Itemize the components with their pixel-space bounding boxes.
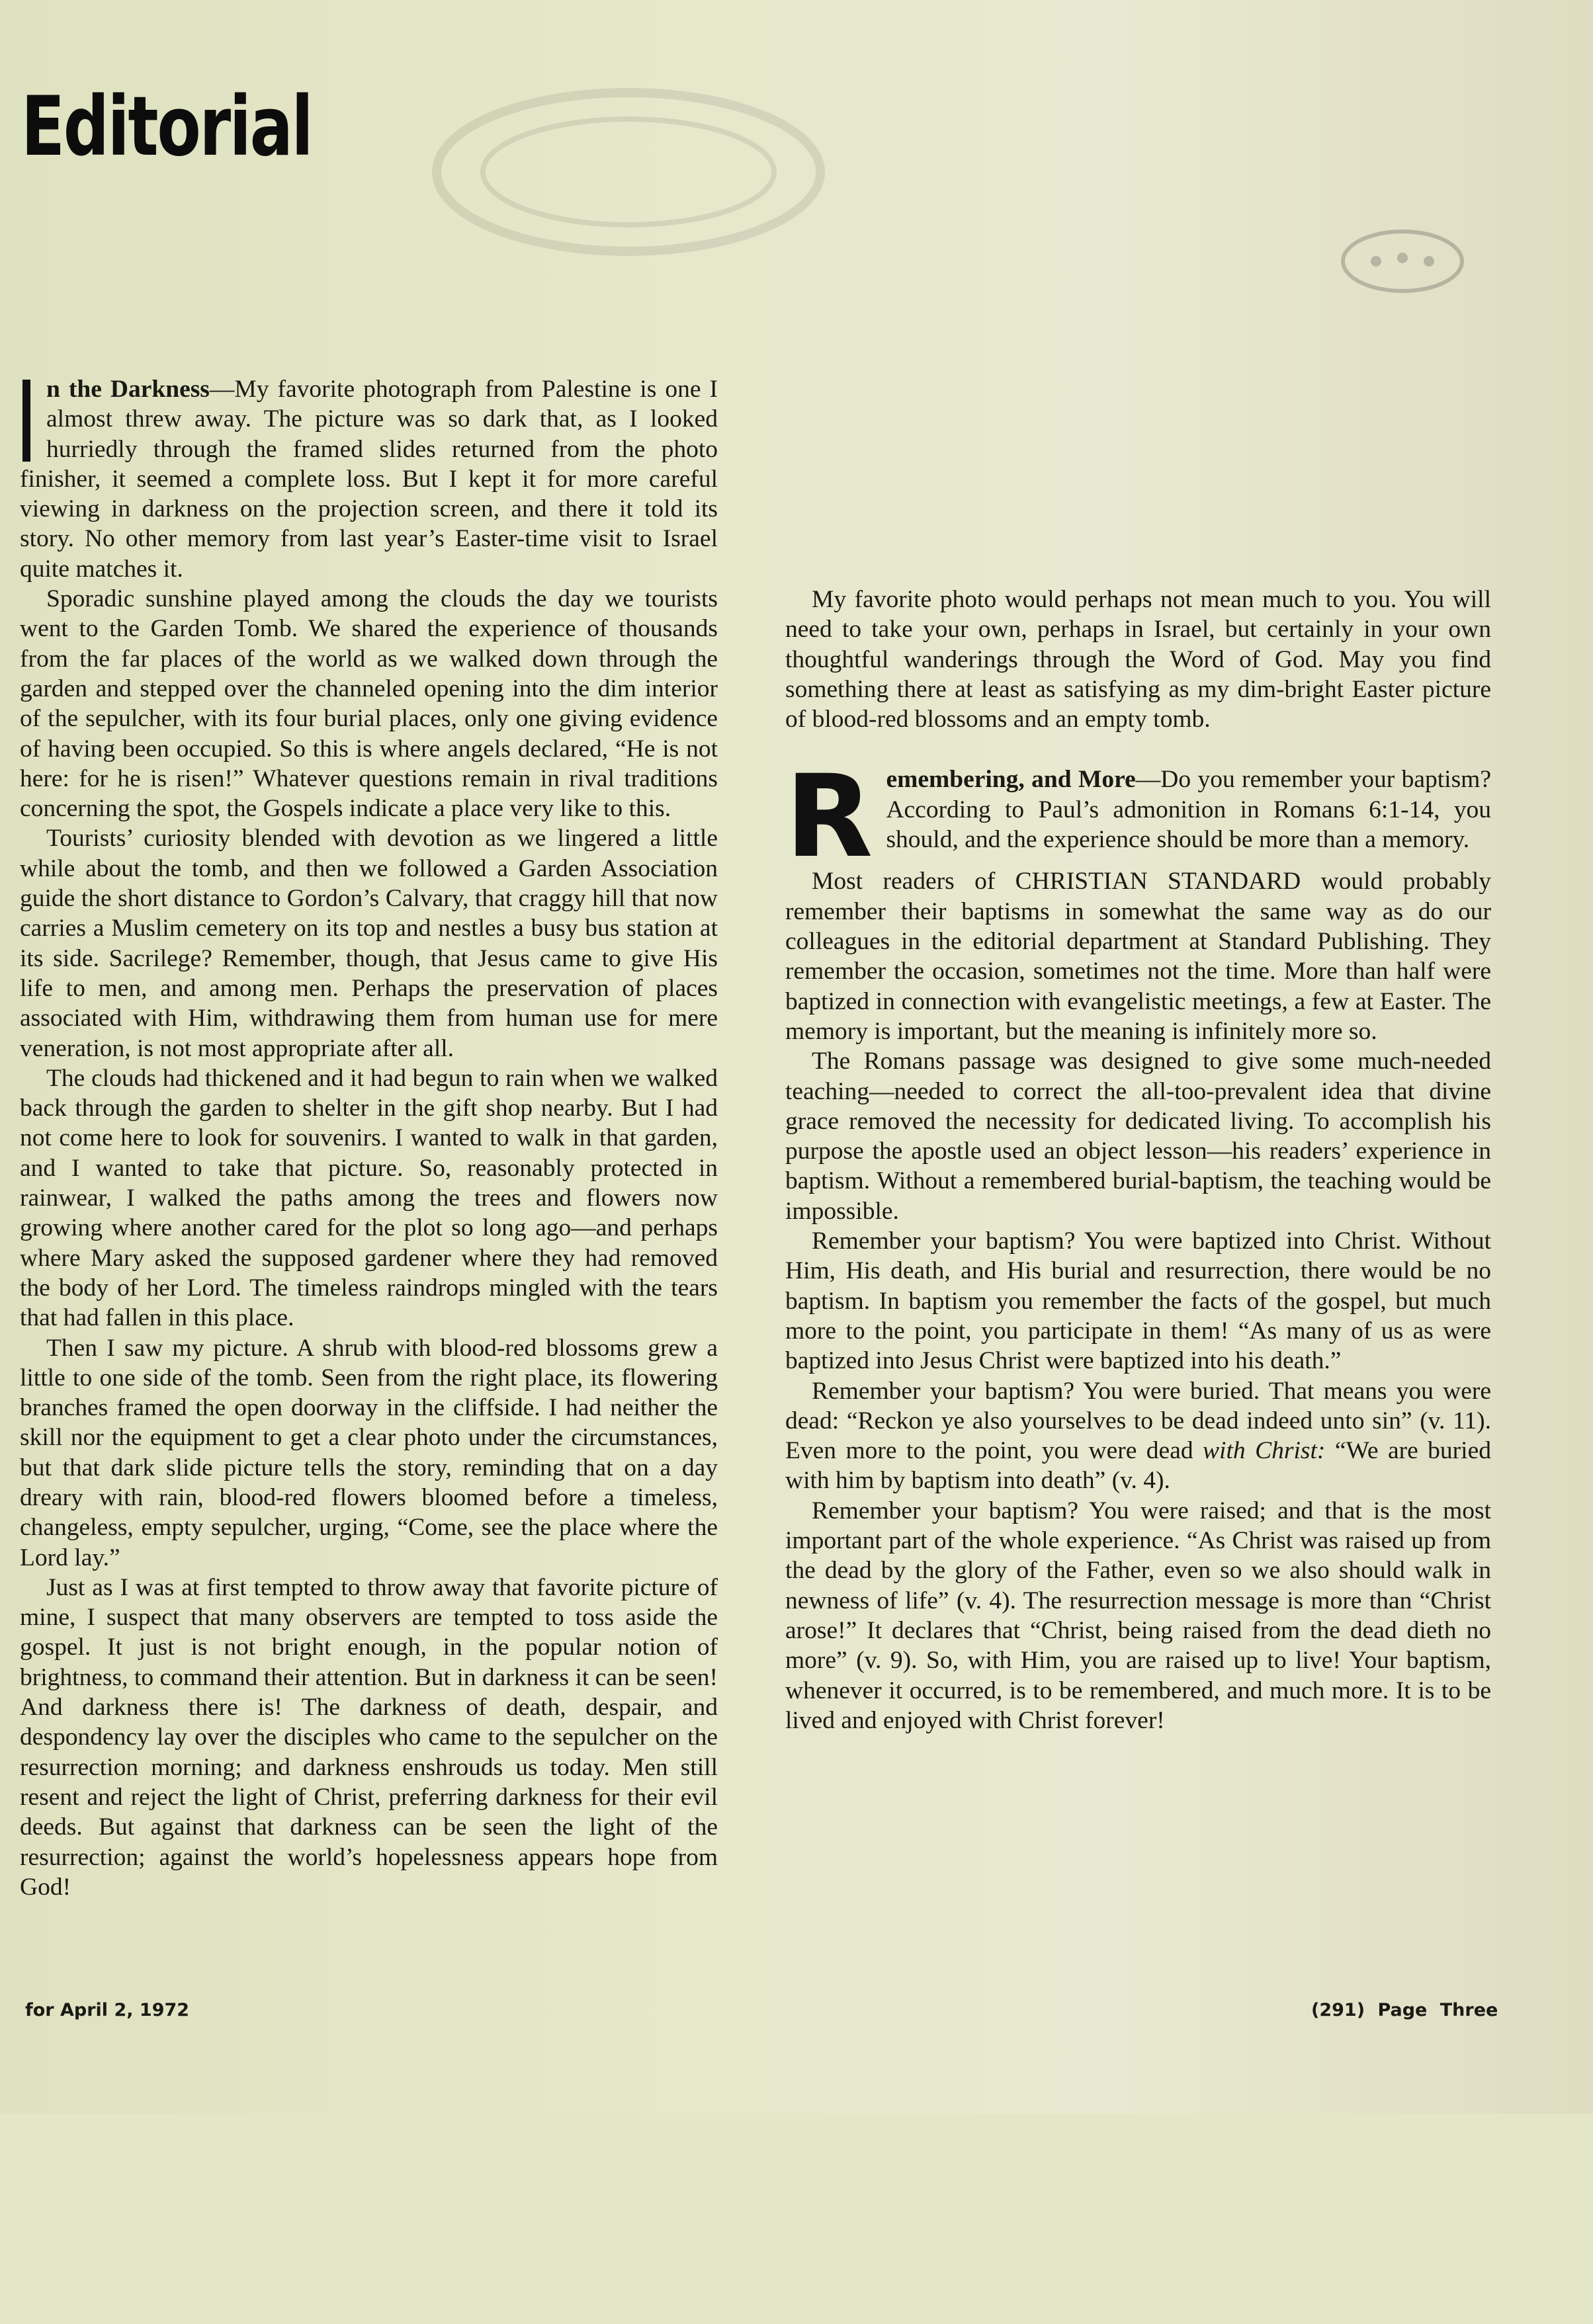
section2-lead: emembering, and More [886, 766, 1136, 794]
section2-paragraph-6: Remember your baptism? You were raised; and that is the most important part of the whole experience. “As Christ was raised up from the dead by the glory of the Father, even so we also should walk in newness of life” (v. 4). The resurrection message is more than “Christ arose!” It declares that “Christ, being raised from the dead dieth no more” (v. 9). So, with Him, you are raised up to live! Your baptism, whenever it occurred, is to be remembered, and much more. It is to be lived and enjoyed with Christ forever! [785, 1497, 1491, 1734]
section2-dropcap: R [785, 750, 873, 884]
section2-paragraph-5-italic: with Christ: [1203, 1437, 1326, 1465]
bleed-through-seal [1336, 225, 1469, 298]
masthead-title: Editorial [21, 79, 312, 175]
section1-paragraph-7: My favorite photo would perhaps not mean much to you. You will need to take your own, perhaps in Israel, but certainly in your own thoughtful wanderings through the Word of God. May you find something there at least as satisfying as my dim-bright Easter picture of blood-red blossoms and an empty tomb. [785, 586, 1491, 733]
section2-paragraph-1 [785, 750, 1491, 884]
section1-paragraph-1 [20, 374, 718, 584]
section2-paragraph-5-a: Remember your baptism? You were buried. That means you were dead: “Reckon ye also yourselves to be dead indeed unto sin” (v. 11). Even more to the point, you were dead [785, 1377, 1491, 1465]
section1-dropcap [22, 380, 30, 462]
section1-paragraph-2: Sporadic sunshine played among the clouds the day we tourists went to the Garden Tomb. We shared the experience of thousands from the far places of the world as we walked down through the garden and stepped over the channeled opening into the dim interior of the sepulcher, with its four burial places, only one giving evidence of having been occupied. So this is where angels declared, “He is not here: for he is risen!” Whatever questions remain in rival traditions concerning the spot, the Gospels indicate a place very like to this. [20, 585, 718, 823]
bleed-through-watermark [423, 86, 834, 258]
section1-lead: n the Darkness [46, 376, 210, 403]
section1-paragraph-6-continued [785, 374, 1491, 585]
section-divider [785, 734, 1491, 765]
section1-paragraph-3: Tourists’ curiosity blended with devotion as we lingered a little while about the tomb, and then we followed a Garden Association guide the short distance to Gordon’s Calvary, that craggy hill that now carries a Muslim cemetery on its top and nestles a busy bus station at its side. Sacrilege? Remember, though, that Jesus came to give His life to men, and among men. Perhaps the preservation of places associated with Him, withdrawing them from human use for mere veneration, is not most appropriate after all. [20, 825, 718, 1062]
section2-paragraph-5-b: “We are buried with him by baptism into death” (v. 4). [785, 1437, 1491, 1495]
section2-paragraph-3: The Romans passage was designed to give some much-needed teaching—needed to correct the all-too-prevalent idea that divine grace removed the necessity for dedicated living. To accomplish his purpose the apostle used an object lesson—his readers’ experience in baptism. Without a remembered burial-baptism, the teaching would be impossible. [785, 1048, 1491, 1225]
section1-paragraph-1-text: —My favorite photograph from Palestine is one I almost threw away. The picture was so dark that, as I looked hurriedly through the framed slides returned from the photo finisher, it seemed a complete loss. But I kept it for more careful viewing in darkness on the projection screen, and there it told its story. No other memory from last year’s Easter-time visit to Israel quite matches it. [20, 376, 718, 583]
right-column [785, 374, 1491, 1735]
section1-paragraph-4: The clouds had thickened and it had begun to rain when we walked back through the garden to shelter in the gift shop nearby. But I had not come here to look for souvenirs. I wanted to walk in that garden, and I wanted to take that picture. So, reasonably protected in rainwear, I walked the paths among the trees and flowers now growing where another cared for the plot so long ago—and perhaps where Mary asked the supposed gardener where they had removed the body of her Lord. The timeless raindrops mingled with the tears that had fallen in this place. [20, 1064, 718, 1332]
section2-paragraph-5 [785, 1376, 1491, 1496]
section1-paragraph-6: Just as I was at first tempted to throw away that favorite picture of mine, I suspect that many observers are tempted to toss aside the gospel. It just is not bright enough, in the popular notion of brightness, to command their attention. But in darkness it can be seen! And darkness there is! The darkness of death, despair, and despondency lay over the disciples who came to the sepulcher on the resurrection morning; and darkness enshrouds us today. Men still resent and reject the light of Christ, preferring darkness for their evil deeds. But against that darkness can be seen the light of the resurrection; against the world’s hopelessness appears hope from God! [20, 1573, 718, 1901]
section2-paragraph-2: Most readers of CHRISTIAN STANDARD would probably remember their baptisms in somewhat the same way as do our colleagues in the editorial department at Standard Publishing. They remember the occasion, sometimes not the time. More than half were baptized in connection with evangelistic meetings, a few at Easter. The memory is important, but the meaning is infinitely more so. [785, 868, 1491, 1045]
footer-page-number: (291) Page Three [1311, 2000, 1498, 2020]
section2-paragraph-4: Remember your baptism? You were baptized into Christ. Without Him, His death, and His burial and resurrection, there would be no baptism. In baptism you remember the facts of the gospel, but much more to the point, you participate in them! “As many of us as were baptized into Jesus Christ were baptized into his death.” [785, 1227, 1491, 1375]
section2-paragraph-1-text: —Do you remember your baptism? According to Paul’s admonition in Romans 6:1-14, you should, and the experience should be more than a memory. [886, 766, 1491, 854]
section1-paragraph-5: Then I saw my picture. A shrub with blood-red blossoms grew a little to one side of the tomb. Seen from the right place, its flowering branches framed the open doorway in the cliffside. I had neither the skill nor the equipment to get a clear photo under the circumstances, but that dark slide picture tells the story, reminding that on a day dreary with rain, blood-red flowers bloomed before a timeless, changeless, empty sepulcher, urging, “Come, see the place where the Lord lay.” [20, 1334, 718, 1571]
left-column [20, 374, 718, 2324]
footer-date: for April 2, 1972 [25, 2000, 190, 2020]
